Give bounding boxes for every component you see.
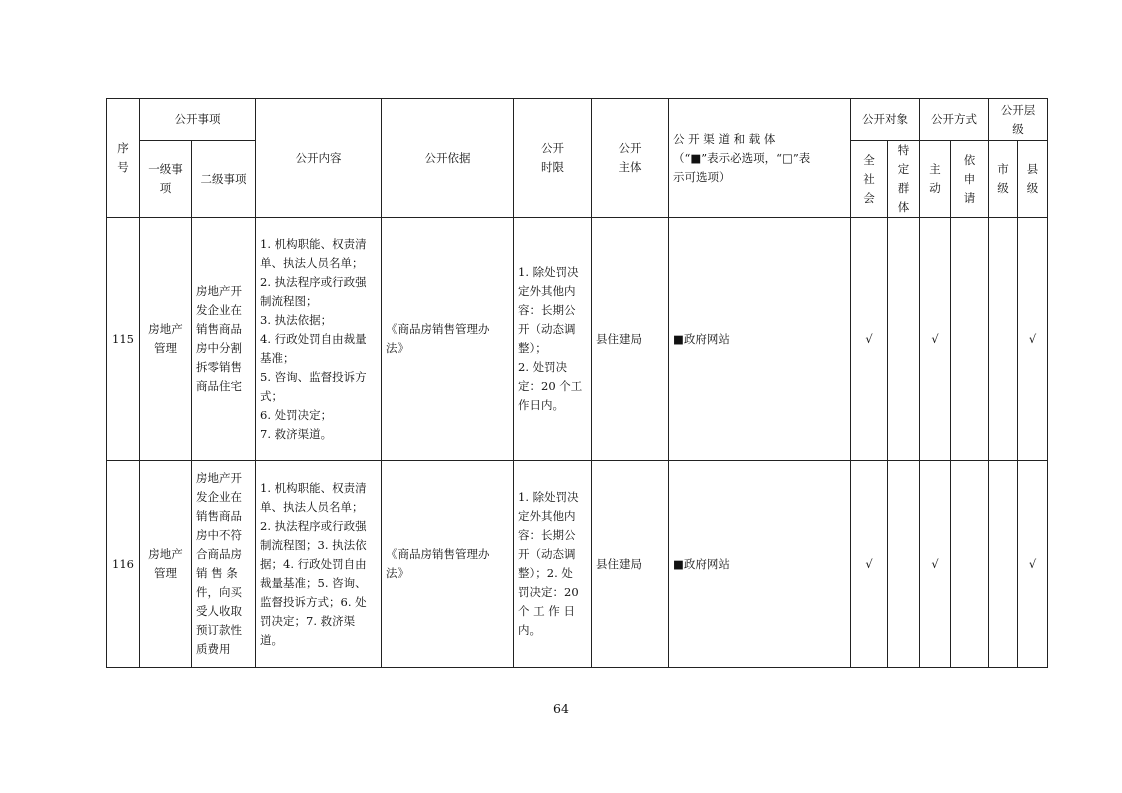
row-method-apply [951, 461, 989, 668]
row-level1: 房地产 管理 [140, 461, 192, 668]
page-number: 64 [553, 701, 569, 716]
header-content: 公开内容 [256, 99, 382, 218]
row-target-group [888, 218, 920, 461]
row-target-all: √ [851, 218, 888, 461]
table-row [107, 461, 1048, 668]
header-level-county: 县 级 [1018, 141, 1048, 218]
header-method-apply: 依 申 请 [951, 141, 989, 218]
row-level1: 房地产 管理 [140, 218, 192, 461]
header-seq: 序 号 [107, 99, 140, 218]
row-method-active: √ [920, 461, 951, 668]
header-target-all: 全 社 会 [851, 141, 888, 218]
header-method: 公开方式 [920, 99, 989, 141]
row-subject: 县住建局 [592, 461, 669, 668]
header-target-group: 特 定 群 体 [888, 141, 920, 218]
row-time-limit: 1. 除处罚决 定外其他内 容：长期公 开（动态调 整）； 2. 处罚决 定：20 个工 作日内。 [514, 218, 592, 461]
row-level2: 房地产开 发企业在 销售商品 房中不符 合商品房 销 售 条 件，向买 受人收取 预订款性 质费用 [192, 461, 256, 668]
table-row [107, 218, 1048, 461]
row-target-group [888, 461, 920, 668]
header-level1: 一级事 项 [140, 141, 192, 218]
header-method-active: 主 动 [920, 141, 951, 218]
row-level-county: √ [1018, 218, 1048, 461]
header-basis: 公开依据 [382, 99, 514, 218]
row-level-county: √ [1018, 461, 1048, 668]
row-subject: 县住建局 [592, 218, 669, 461]
header-matters: 公开事项 [140, 99, 256, 141]
row-level-city [989, 218, 1018, 461]
row-content: 1. 机构职能、权责清 单、执法人员名单； 2. 执法程序或行政强 制流程图；3. 执法依 据；4. 行政处罚自由 裁量基准；5. 咨询、 监督投诉方式；6. 处 罚决定；7. 救济渠道。 [256, 461, 382, 668]
row-basis: 《商品房销售管理办 法》 [382, 218, 514, 461]
row-seq: 115 [107, 218, 140, 461]
header-level: 公开层 级 [989, 99, 1048, 141]
header-level2: 二级事项 [192, 141, 256, 218]
row-channel: ■政府网站 [669, 218, 851, 461]
disclosure-table [106, 98, 1048, 668]
header-channel: 公 开 渠 道 和 载 体 （“■”表示必选项，“□”表 示可选项） [669, 99, 851, 218]
row-content: 1. 机构职能、权责清 单、执法人员名单； 2. 执法程序或行政强 制流程图； 3. 执法依据； 4. 行政处罚自由裁量 基准； 5. 咨询、监督投诉方 式； 6. 处罚决定； 7. 救济渠道。 [256, 218, 382, 461]
row-channel: ■政府网站 [669, 461, 851, 668]
header-subject: 公开 主体 [592, 99, 669, 218]
row-seq: 116 [107, 461, 140, 668]
row-level-city [989, 461, 1018, 668]
header-time-limit: 公开 时限 [514, 99, 592, 218]
header-row-1 [107, 99, 1048, 141]
row-level2: 房地产开 发企业在 销售商品 房中分割 拆零销售 商品住宅 [192, 218, 256, 461]
row-basis: 《商品房销售管理办 法》 [382, 461, 514, 668]
row-time-limit: 1. 除处罚决 定外其他内 容：长期公 开（动态调 整）；2. 处 罚决定：20 个 工 作 日 内。 [514, 461, 592, 668]
header-target: 公开对象 [851, 99, 920, 141]
header-level-city: 市 级 [989, 141, 1018, 218]
row-method-active: √ [920, 218, 951, 461]
row-method-apply [951, 218, 989, 461]
row-target-all: √ [851, 461, 888, 668]
